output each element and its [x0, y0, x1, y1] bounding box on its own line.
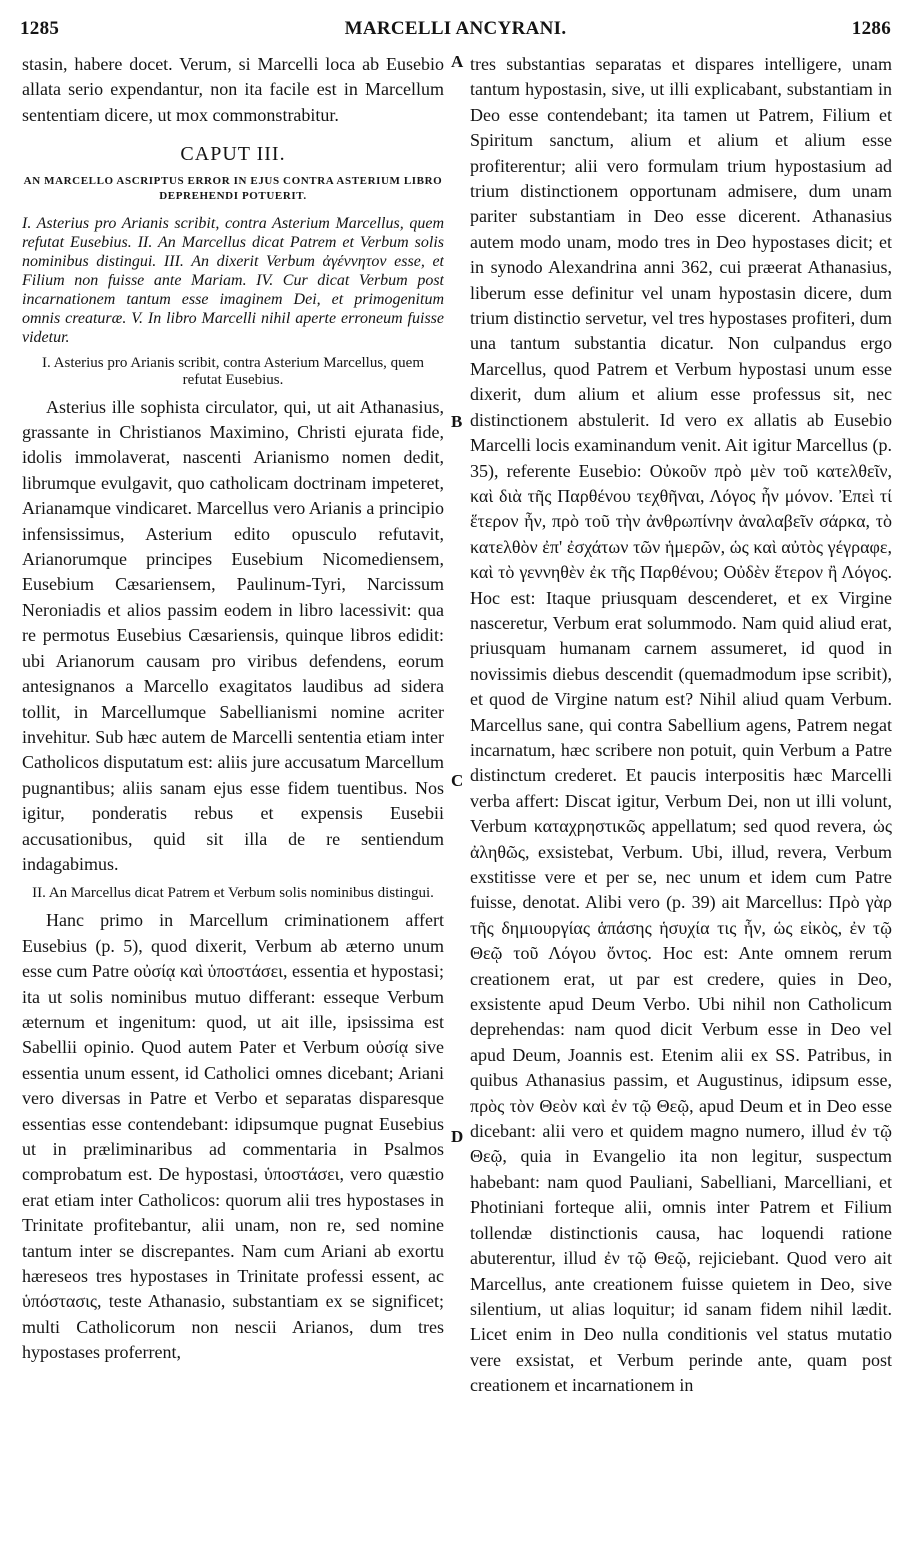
page-number-left: 1285 — [20, 18, 60, 39]
running-title: MARCELLI ANCYRANI. — [344, 18, 567, 39]
chapter-summary: I. Asterius pro Arianis scribit, contra Asterium Marcellus, quem refutat Eusebius. II. An Marcellus dicat Patrem et Verbum solis nominibus distingui. III. An dixerit Verbum ἀγέννητον esse, et Filium non fuisse ante Mariam. IV. Cur dicat Verbum post incarnationem tantum esse imaginem Dei, et primogenitum omnis creaturæ. V. In libro Marcelli nihil aperte erroneum fuisse videtur. — [22, 214, 444, 346]
right-column — [470, 52, 892, 1557]
margin-marker-c: C — [451, 771, 464, 790]
chapter-title: CAPUT III. — [180, 143, 286, 166]
section-1-heading: I. Asterius pro Arianis scribit, contra Asterium Marcellus, quem refutat Eusebius. — [41, 354, 424, 388]
left-paragraph-3: Hanc primo in Marcellum criminationem affert Eusebius (p. 5), quod dixerit, Verbum ab æterno unum esse cum Patre οὐσίᾳ καὶ ὑποστάσει, essentia et hypostasi; ita ut solis nominibus mutuo differant: esseque Verbum æternum et ingenitum: quod, ut ait ille, ipsissima est Sabellii opinio. Quod autem Pater et Verbum οὐσίᾳ sive essentia unum essent, id Catholici omnes dicebant; Ariani vero diversas in Patre et Verbo et separatas disparesque essentias esse contendebant: idipsumque pugnat Eusebius ut in præliminaribus ad commentaria in Psalmos comprobatum est. De hypostasi, ὑποστάσει, vero quæstio erat etiam inter Catholicos: quorum alii tres hypostases in Trinitate profitebantur, alii unam, non re, sed nomine tantum inter se discrepantes. Nam cum Ariani ab exortu hæreseos tres hypostases in Trinitate professi essent, ac ὑπόστασις, teste Athanasio, substantiam ex se significet; multi Catholicorum non nescii Arianos, dum tres hypostases proferrent, — [22, 910, 444, 1363]
left-column — [22, 52, 444, 1557]
right-paragraph-1: tres substantias separatas et dispares intelligere, unam tantum hypostasin, sive, ut illi explicabant, substantiam in Deo esse contendebant; ita tamen ut Patrem, Filium et Spiritum sanctum, alium et alium et alium esse profiterentur; alii vero formulam trium hypostasium ad trium distinctionem opportunam admisere, dum unam pariter substantiam in Deo esse dicerent. Athanasius autem modo unam, modo tres in Deo hypostases dicit; et in synodo Alexandrina anni 362, cui præerat Athanasius, liberum esse definitur vel unam hypostasin dicere, dum trium distinctio servetur, vel tres hypostases profiteri, dum una tantum substantia dicatur. Non culpandus ergo Marcellus, quod Patrem et Verbum hypostasi unum esse dixerit, dum alium et alium esse professus sit, nec distinctionem abstulerit. Id vero ex allatis ab Eusebio Marcelli locis examinandum venit. Ait igitur Marcellus (p. 35), referente Eusebio: Οὐκοῦν πρὸ μὲν τοῦ κατελθεῖν, καὶ διὰ τῆς Παρθένου τεχθῆναι, Λόγος ἦν μόνον. Ἐπεὶ τί ἕτερον ἦν, πρὸ τοῦ τὴν ἀνθρωπίνην ἀναλαβεῖν σάρκα, τὸ κατελθὸν ἐπ' ἐσχάτων τῶν ἡμερῶν, ὡς καὶ αὐτὸς γέγραφε, καὶ τὸ γεννηθὲν ἐκ τῆς Παρθένου; Οὐδὲν ἕτερον ἢ Λόγος. Hoc est: Itaque priusquam descenderet, et ex Virgine nasceretur, Verbum erat solummodo. Nam quid aliud erat, priusquam humanam carnem assumeret, id quod in novissimis diebus descendit (quemadmodum ipse scribit), et quod de Virgine natum est? Nihil aliud quam Verbum. Marcellus sane, qui contra Sabellium agens, Patrem negat incarnatum, hæc scribere non potuit, quin Verbum a Patre distinctum crederet. Et paucis interpositis hæc Marcelli verba affert: Discat igitur, Verbum Dei, non ut illi volunt, Verbum καταχρηστικῶς appellatum; sed quod revera, ὡς ἀληθῶς, exsistebat, Verbum. Ubi, illud, revera, Verbum exstitisse vere et per se, nec unum et idem cum Patre fuisse, denotat. Alibi vero (p. 39) ait Marcellus: Πρὸ γὰρ τῆς δημιουργίας ἁπάσης ἡσυχία τις ἦν, ὡς εἰκὸς, ἐν τῷ Θεῷ τοῦ Λόγου ὄντος. Hoc est: Ante omnem rerum creationem erat, ut par est credere, quies in Deo, exsistente apud Deum Verbo. Ubi nihil non Catholicum deprehendas: nam quod dicit Verbum esse in Deo vel apud Deum, Joannis est. Etenim alii ex SS. Patribus, in quibus Athanasius passim, et Augustinus, idipsum esse, πρὸς τὸν Θεὸν καὶ ἐν τῷ Θεῷ, apud Deum et in Deo esse dicebant: alii vero et quidem magno numero, illud ἐν τῷ Θεῷ, quia in Evangelio ita non legitur, suspectum habebant: nam quod Pauliani, Sabelliani, Marcelliani, et Photiniani forteque alii, omnis inter Patrem et Filium tollendæ distinctionis causa, hac loquendi ratione abuterentur, illud ἐν τῷ Θεῷ, rejiciebant. Quod vero ait Marcellus, ante creationem fuisse quietem in Deo, sive silentium, ut alias loquitur; id sanam fidem nihil lædit. Licet enim in Deo nulla conditionis vel status mutatio vere exsistat, et Verbum perinde ante, quam post creationem et incarnationem in — [470, 54, 892, 1396]
page-number-right: 1286 — [851, 18, 891, 39]
margin-marker-b: B — [451, 412, 463, 431]
chapter-subtitle: AN MARCELLO ASCRIPTUS ERROR IN EJUS CONTRA ASTERIUM LIBRO DEPREHENDI POTUERIT. — [23, 174, 443, 202]
left-paragraph-1: stasin, habere docet. Verum, si Marcelli loca ab Eusebio allata serio expendantur, non ita facile est in Marcellum sententiam dicere, ut mox commonstrabitur. — [22, 54, 444, 125]
section-2-heading: II. An Marcellus dicat Patrem et Verbum solis nominibus distingui. — [32, 885, 434, 902]
margin-marker-a: A — [451, 52, 464, 71]
margin-marker-d: D — [451, 1127, 464, 1146]
left-paragraph-2: Asterius ille sophista circulator, qui, ut ait Athanasius, grassante in Christianos Maximino, Christi ejurata fide, idolis immolaverat, nascenti Arianismo nomen dedit, librumque evulgavit, quo catholicam doctrinam impeteret, Arianamque vindicaret. Marcellus vero Arianis a principio infensissimus, Asterium edito opusculo refutavit, Arianorumque principes Eusebium Nicomediensem, Eusebium Cæsariensem, Paulinum-Tyri, Narcissum Neroniadis et alios passim eodem in libro lacessivit: qua re permotus Eusebius Cæsariensis, quinque libros edidit: ubi Arianorum causam pro viribus defendens, eorum antesignanos a Marcello exagitatos laudibus ad sidera tollit, in Marcellumque Sabellianismi nomine acriter invehitur. Sub hæc autem de Marcelli sententia etiam inter Catholicos disputatum est: aliis jure accusatum Marcellum pugnantibus; aliis sanam ejus esse fidem tuentibus. Nos igitur, ponderatis rebus et expensis Eusebii accusationibus, quid sit illa de re sentiendum indagabimus. — [22, 396, 444, 874]
running-header — [20, 18, 891, 44]
